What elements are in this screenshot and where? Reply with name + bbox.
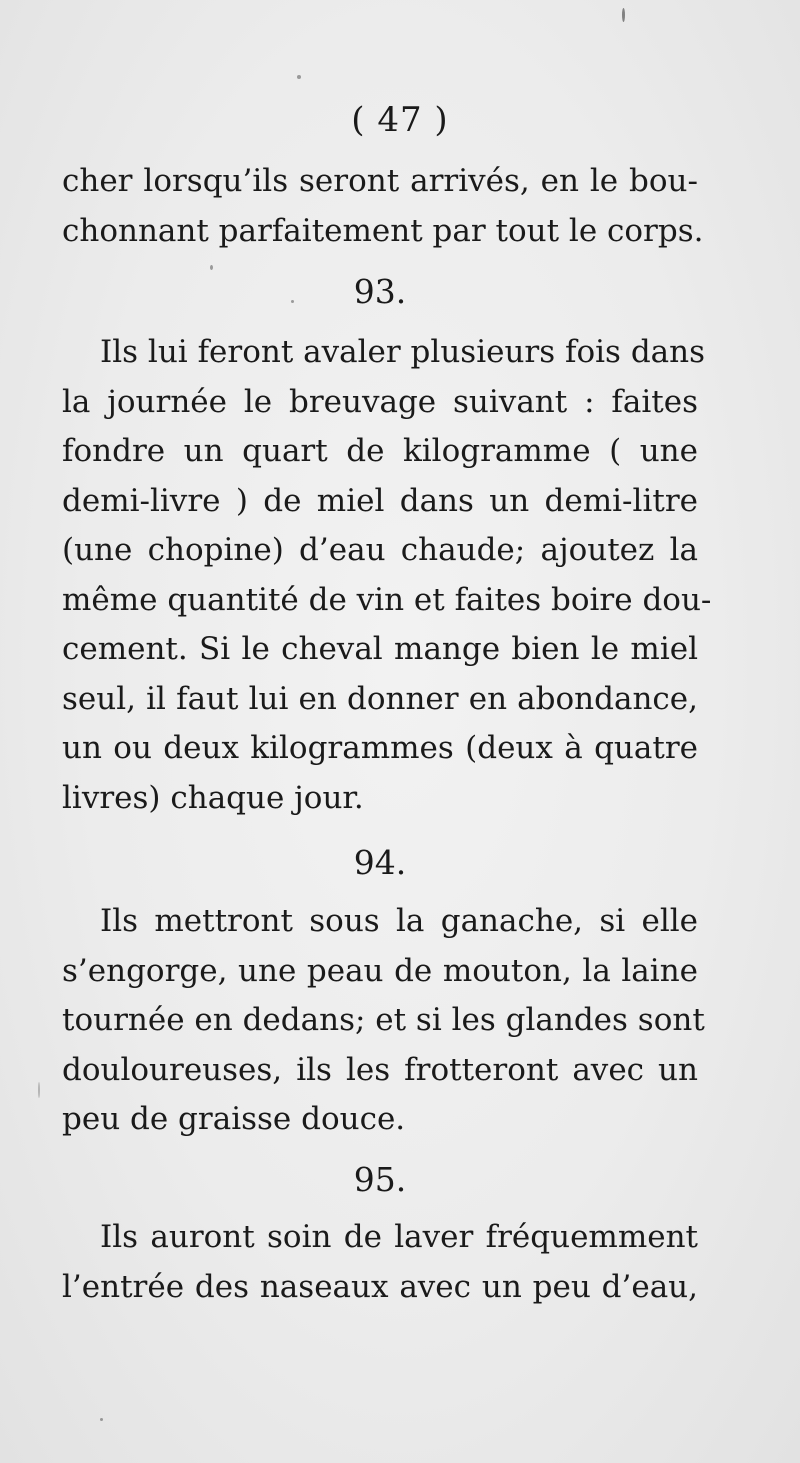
paper-speck — [210, 265, 213, 270]
paper-speck — [100, 1418, 103, 1421]
section-number-95: 95. — [353, 1160, 407, 1199]
text-line: Ils lui feront avaler plusieurs fois dans — [100, 334, 706, 370]
paper-speck — [622, 8, 625, 22]
text-line: s’engorge, une peau de mouton, la laine — [62, 952, 698, 989]
text-line: chonnant parfaitement par tout le corps. — [62, 212, 704, 249]
paragraph-95 — [62, 1213, 698, 1312]
text-line: la journée le breuvage suivant : faites — [62, 383, 698, 420]
paper-speck — [297, 75, 301, 79]
paragraph-94 — [62, 897, 705, 1145]
paragraph-93 — [62, 328, 712, 823]
text-line: Ils mettront sous la ganache, si elle — [100, 903, 698, 939]
text-line: Ils auront soin de laver fréquemment — [100, 1219, 698, 1255]
text-line: demi-livre ) de miel dans un demi-litre — [62, 482, 698, 519]
text-line: peu de graisse douce. — [62, 1101, 406, 1137]
text-line: (une chopine) d’eau chaude; ajoutez la — [62, 532, 698, 568]
text-line: cher lorsqu’ils seront arrivés, en le bou- — [62, 163, 698, 199]
text-line: livres) chaque jour. — [62, 779, 364, 816]
text-line: l’entrée des naseaux avec un peu d’eau, — [62, 1268, 698, 1305]
text-line: tournée en dedans; et si les glandes sont — [62, 1002, 705, 1038]
text-line: seul, il faut lui en donner en abondance, — [62, 680, 698, 717]
opening-paragraph — [62, 157, 704, 256]
text-line: même quantité de vin et faites boire dou- — [62, 581, 712, 618]
page-number-header: ( 47 ) — [351, 100, 449, 140]
text-line: cement. Si le cheval mange bien le miel — [62, 631, 698, 667]
text-line: un ou deux kilogrammes (deux à quatre — [62, 730, 698, 766]
section-number-93: 93. — [353, 272, 407, 311]
section-number-94: 94. — [353, 843, 407, 882]
paper-speck — [38, 1082, 40, 1098]
text-line: douloureuses, ils les frotteront avec un — [62, 1051, 698, 1088]
text-line: fondre un quart de kilogramme ( une — [62, 433, 698, 469]
